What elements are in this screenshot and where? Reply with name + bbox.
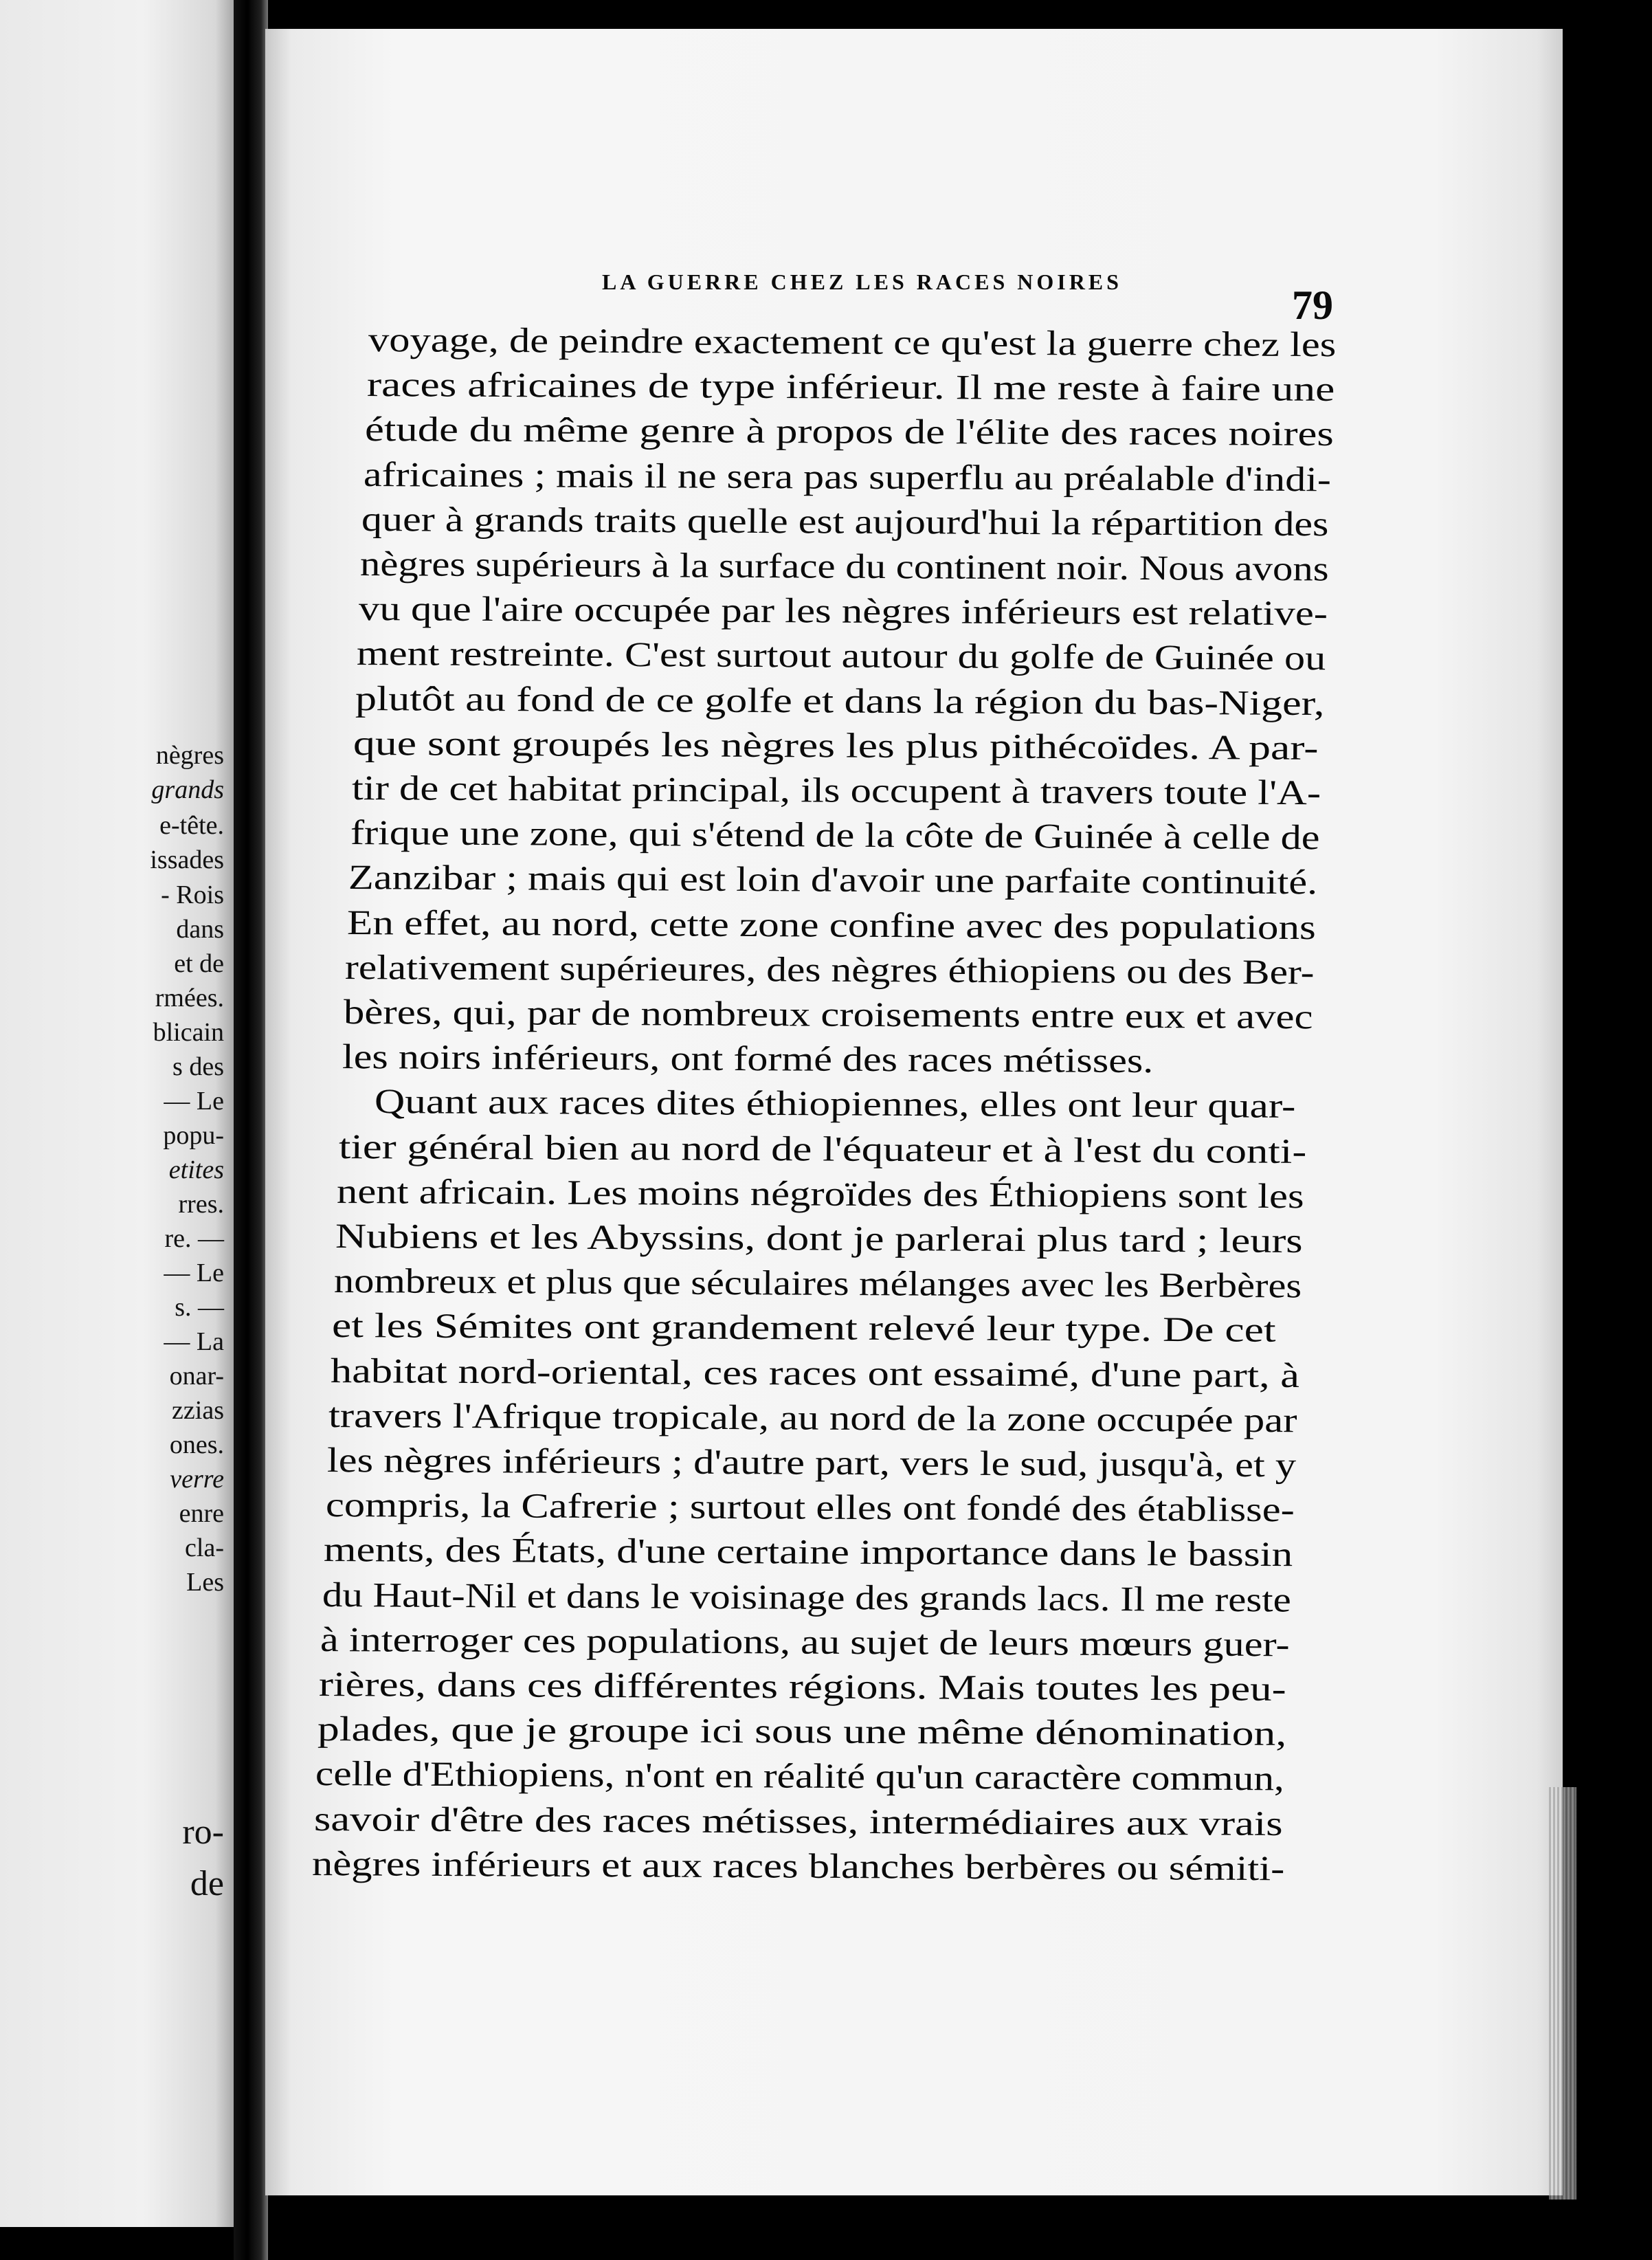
text-line: savoir d'être des races métisses, intermédiaires aux vrais xyxy=(313,1799,1283,1843)
text-line: que sont groupés les nègres les plus pithécoïdes. A par- xyxy=(353,724,1319,768)
text-line: Zanzibar ; mais qui est loin d'avoir une parfaite continuité. xyxy=(348,858,1318,902)
text-line: Quant aux races dites éthiopiennes, elles ont leur quar- xyxy=(374,1083,1296,1127)
text-line: habitat nord-oriental, ces races ont essaimé, d'une part, à xyxy=(330,1351,1300,1395)
text-line: africaines ; mais il ne sera pas superflu au préalable d'indi- xyxy=(363,455,1331,499)
margin-fragment: rres. xyxy=(178,1190,224,1219)
margin-fragment: onar- xyxy=(169,1362,224,1391)
text-line: races africaines de type inférieur. Il me reste à faire une xyxy=(366,366,1335,410)
text-line: du Haut-Nil et dans le voisinage des grands lacs. Il me reste xyxy=(322,1575,1291,1620)
text-line: les nègres inférieurs ; d'autre part, vers le sud, jusqu'à, et y xyxy=(326,1441,1297,1485)
text-line: tier général bien au nord de l'équateur et à l'est du conti- xyxy=(338,1127,1307,1171)
margin-fragment: — La xyxy=(164,1327,224,1356)
text-line: nent africain. Les moins négroïdes des Éthiopiens sont les xyxy=(337,1172,1305,1217)
text-line: plades, que je groupe ici sous une même dénomination, xyxy=(317,1710,1287,1754)
margin-fragment: grands xyxy=(151,775,224,804)
margin-fragment: e-tête. xyxy=(159,811,224,840)
margin-fragment: nègres xyxy=(155,741,224,770)
margin-fragment: Les xyxy=(186,1568,224,1597)
text-line: nègres supérieurs à la surface du continent noir. Nous avons xyxy=(359,545,1329,589)
text-line: frique une zone, qui s'étend de la côte de Guinée à celle de xyxy=(350,814,1320,858)
margin-fragment: etites xyxy=(168,1155,224,1184)
text-line: Nubiens et les Abyssins, dont je parlerai plus tard ; leurs xyxy=(335,1217,1303,1261)
text-line: tir de cet habitat principal, ils occupent à travers toute l'A- xyxy=(351,769,1321,813)
text-line: étude du même genre à propos de l'élite des races noires xyxy=(364,410,1335,454)
text-line: les noirs inférieurs, ont formé des races métisses. xyxy=(342,1038,1154,1081)
margin-fragment: - Rois xyxy=(161,880,224,909)
margin-fragment: s. — xyxy=(175,1293,224,1322)
text-line: plutôt au fond de ce golfe et dans la région du bas-Niger, xyxy=(355,679,1325,723)
margin-fragment: — Le xyxy=(164,1087,224,1116)
margin-fragment: et de xyxy=(174,949,224,978)
margin-fragment: ones. xyxy=(169,1430,224,1459)
text-line: nègres inférieurs et aux races blanches berbères ou sémiti- xyxy=(312,1844,1285,1889)
text-line: quer à grands traits quelle est aujourd'hui la répartition des xyxy=(361,500,1330,544)
margin-fragment: ro- xyxy=(182,1813,224,1852)
margin-fragment: de xyxy=(190,1864,224,1903)
margin-fragment: blicain xyxy=(153,1018,224,1047)
text-line: voyage, de peindre exactement ce qu'est la guerre chez les xyxy=(368,321,1337,365)
text-line: à interroger ces populations, au sujet de leurs mœurs guer- xyxy=(320,1620,1291,1665)
text-line: ment restreinte. C'est surtout autour du golfe de Guinée ou xyxy=(356,634,1326,678)
margin-fragment: popu- xyxy=(163,1121,224,1150)
text-line: En effet, au nord, cette zone confine avec des populations xyxy=(346,903,1316,947)
text-line: travers l'Afrique tropicale, au nord de la zone occupée par xyxy=(328,1396,1298,1441)
text-line: relativement supérieures, des nègres éthiopiens ou des Ber- xyxy=(345,948,1315,993)
page-number: 79 xyxy=(1292,282,1333,328)
margin-fragment: verre xyxy=(170,1465,224,1494)
margin-fragment: cla- xyxy=(185,1533,224,1562)
text-line: celle d'Ethiopiens, n'ont en réalité qu'un caractère commun, xyxy=(315,1755,1285,1799)
text-line: et les Sémites ont grandement relevé leur type. De cet xyxy=(331,1307,1277,1351)
text-line: nombreux et plus que séculaires mélanges avec les Berbères xyxy=(333,1262,1302,1306)
running-header: LA GUERRE CHEZ LES RACES NOIRES xyxy=(602,269,1122,294)
margin-fragment: s des xyxy=(172,1052,224,1081)
text-line: compris, la Cafrerie ; surtout elles ont fondé des établisse- xyxy=(325,1486,1295,1530)
margin-fragment: dans xyxy=(176,915,224,944)
margin-fragment: enre xyxy=(179,1499,224,1528)
margin-fragment: zzias xyxy=(172,1396,224,1425)
text-line: rières, dans ces différentes régions. Mais toutes les peu- xyxy=(318,1665,1286,1709)
margin-fragment: re. — xyxy=(164,1224,224,1253)
text-line: bères, qui, par de nombreux croisements entre eux et avec xyxy=(343,993,1313,1037)
margin-fragment: — Le xyxy=(164,1259,224,1287)
margin-fragment: issades xyxy=(150,845,224,874)
text-line: vu que l'aire occupée par les nègres inférieurs est relative- xyxy=(358,590,1328,634)
margin-fragment: rmées. xyxy=(155,984,224,1012)
text-line: ments, des États, d'une certaine importance dans le bassin xyxy=(323,1531,1293,1575)
